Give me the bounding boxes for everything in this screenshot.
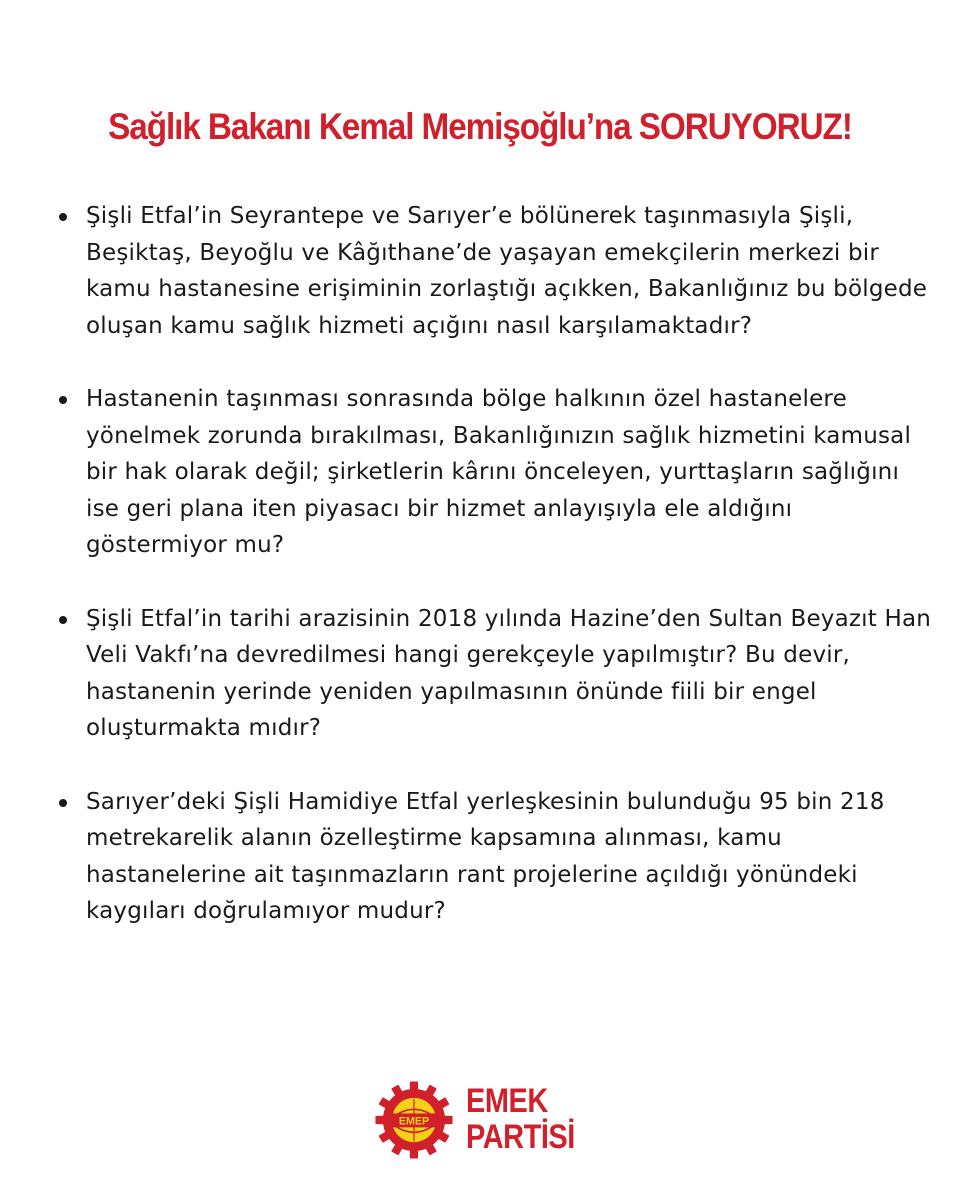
page-title: Sağlık Bakanı Kemal Memişoğlu’na SORUYORUZ! [108, 106, 852, 147]
question-text: Hastanenin taşınması sonrasında bölge halkının özel hastanelere yönelmek zorunda bırakılması, Bakanlığınızın sağlık hizmetini kamusal bir hak olarak değil; şirketlerin kârını önceleyen, yurttaşların sağlığını ise geri plana iten piyasacı bir hizmet anlayışıyla ele aldığını göstermiyor mu? [86, 386, 912, 558]
question-item [52, 198, 932, 344]
question-text: Şişli Etfal’in Seyrantepe ve Sarıyer’e bölünerek taşınmasıyla Şişli, Beşiktaş, Beyoğlu ve Kâğıthane’de yaşayan emekçilerin merkezi bir kamu hastanesine erişiminin zorlaştığı açıkken, Bakanlığınız bu bölgede oluşan kamu sağlık hizmeti açığını nasıl karşılamaktadır? [86, 203, 928, 339]
gear-emblem-icon [373, 1079, 455, 1161]
logo-word-partisi: PARTİSİ [466, 1118, 575, 1156]
question-text: Şişli Etfal’in tarihi arazisinin 2018 yılında Hazine’den Sultan Beyazıt Han Veli Vakfı’na devredilmesi hangi gerekçeyle yapılmıştır? Bu devir, hastanenin yerinde yeniden yapılmasının önünde fiili bir engel oluşturmakta mıdır? [86, 605, 932, 741]
bullet-icon [59, 396, 67, 404]
logo-word-emek: EMEK [466, 1082, 548, 1120]
bullet-icon [59, 213, 67, 221]
bullet-icon [59, 799, 67, 807]
question-list [52, 198, 932, 967]
question-text: Sarıyer’deki Şişli Hamidiye Etfal yerleşkesinin bulunduğu 95 bin 218 metrekarelik alanın özelleştirme kapsamına alınması, kamu hastanelerine ait taşınmazların rant projelerine açıldığı yönündeki kaygıları doğrulamıyor mudur? [86, 788, 885, 924]
emblem-text: EMEP [398, 1115, 430, 1128]
question-item [52, 601, 932, 747]
question-item [52, 784, 932, 930]
bullet-icon [59, 616, 67, 624]
question-item [52, 381, 932, 564]
party-logo [373, 1079, 603, 1159]
